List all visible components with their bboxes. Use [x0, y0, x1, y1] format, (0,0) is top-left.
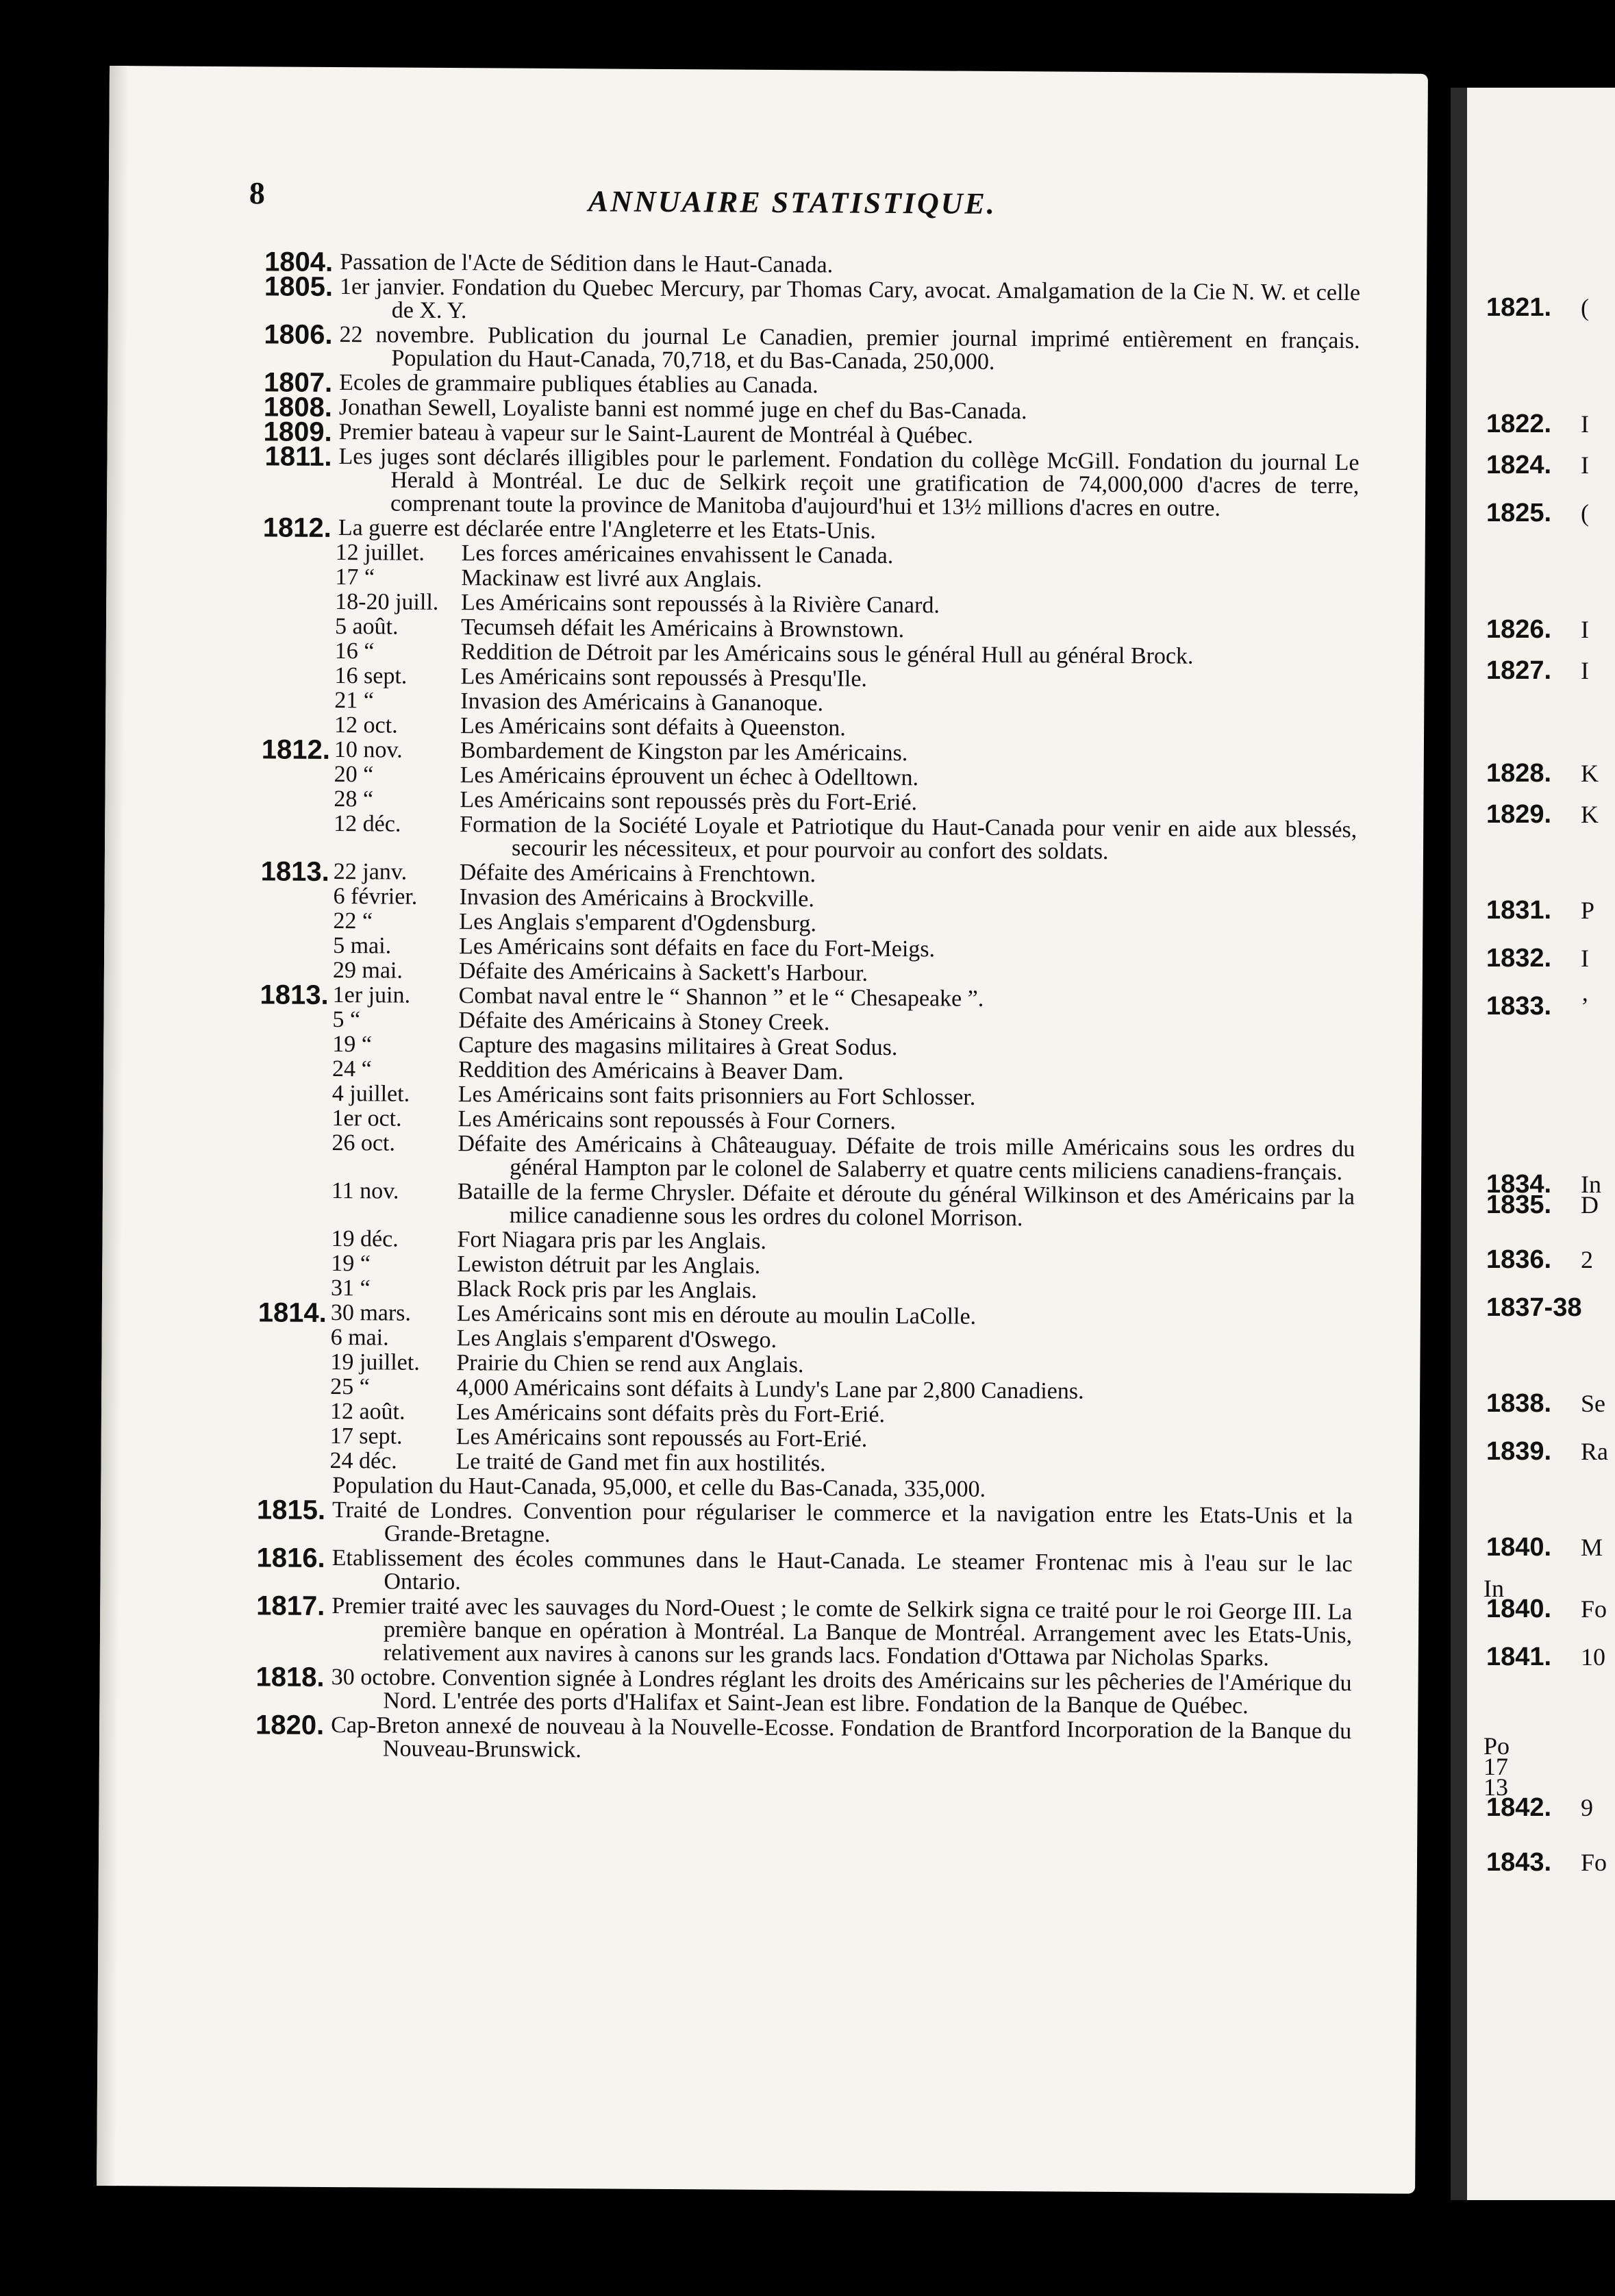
strip-text: 9 [1581, 1794, 1593, 1821]
entry-text: Les Anglais s'emparent d'Oswego. [456, 1325, 777, 1353]
entry-date: 22 janv. [333, 859, 408, 885]
strip-text: I [1581, 451, 1589, 479]
entry-text: Les Anglais s'emparent d'Ogdensburg. [459, 909, 817, 937]
strip-text: Fo [1581, 1595, 1607, 1623]
entry-date: 25 “ [330, 1374, 370, 1400]
entry-text: Reddition des Américains à Beaver Dam. [458, 1057, 844, 1085]
entry-text: Cap-Breton annexé de nouveau à la Nouvelle-Ecosse. Fondation de Brantford Incorporation de la Banque du Nouveau-Brunswick. [331, 1712, 1352, 1763]
entry-text: Jonathan Sewell, Loyaliste banni est nommé juge en chef du Bas-Canada. [338, 395, 1027, 425]
entry-year: 1820. [255, 1710, 325, 1740]
entry-year: 1814. [258, 1297, 327, 1328]
entry-year: 1813. [260, 979, 329, 1010]
entry-text: Les Américains sont défaits en face du Fort-Meigs. [459, 934, 936, 962]
entry-date: 19 déc. [331, 1226, 399, 1252]
chronology-entry [225, 1131, 1355, 1184]
entry-text: Etablissement des écoles communes dans le Haut-Canada. Le steamer Frontenac mis à l'eau sur le lac Ontario. [331, 1545, 1353, 1595]
entry-text: Les Américains sont repoussés près du Fort-Erié. [460, 787, 918, 816]
entry-year: 1811. [264, 441, 332, 472]
entry-date: 20 “ [334, 762, 374, 788]
chronology-list [221, 247, 1361, 1768]
entry-date: 16 “ [334, 638, 375, 664]
strip-text: K [1581, 801, 1599, 828]
entry-text: Les forces américaines envahissent le Canada. [461, 540, 894, 569]
chronology-entry [229, 441, 1360, 521]
strip-text: 13 [1483, 1773, 1508, 1801]
entry-date: 30 mars. [330, 1300, 412, 1326]
chronology-entry [229, 319, 1360, 376]
entry-text: Invasion des Américains à Brockville. [459, 884, 815, 912]
entry-text: Défaite des Américains à Frenchtown. [459, 860, 816, 888]
entry-text: Prairie du Chien se rend aux Anglais. [456, 1350, 804, 1378]
strip-text: ( [1581, 294, 1589, 321]
entry-year: 1809. [263, 416, 332, 447]
entry-text: Bombardement de Kingston par les Américains. [460, 738, 908, 766]
strip-year: 1827. [1486, 656, 1552, 685]
entry-year [227, 787, 330, 788]
chronology-entry [227, 812, 1357, 865]
strip-text: K [1581, 760, 1599, 787]
entry-year [225, 1106, 328, 1107]
entry-year [223, 1473, 325, 1474]
entry-text: Les Américains sont repoussés à la Rivière Canard. [461, 590, 940, 619]
strip-text: ( [1581, 499, 1589, 527]
entry-year: 1804. [264, 247, 334, 277]
entry-date: 5 “ [332, 1007, 361, 1033]
entry-text: Les Américains sont faits prisonniers au Fort Schlosser. [458, 1082, 976, 1110]
strip-year: 1824. [1486, 451, 1552, 479]
strip-year: 1838. [1486, 1389, 1552, 1418]
entry-text: Capture des magasins militaires à Great Sodus. [458, 1032, 898, 1061]
entry-year [227, 688, 330, 689]
entry-text: Les Américains éprouvent un échec à Odelltown. [460, 762, 919, 791]
entry-year [224, 1325, 327, 1326]
entry-date: 11 nov. [331, 1178, 399, 1204]
entry-text: Tecumseh défait les Américains à Brownstown. [460, 614, 905, 643]
strip-year: 1832. [1486, 944, 1552, 973]
entry-year [225, 1179, 327, 1180]
running-header: ANNUAIRE STATISTIQUE. [588, 184, 997, 221]
entry-year: 1812. [262, 512, 332, 543]
strip-year: 1822. [1486, 410, 1552, 438]
entry-year [229, 540, 331, 541]
entry-year: 1815. [256, 1495, 326, 1525]
entry-date: 10 nov. [334, 737, 403, 763]
entry-date: 12 oct. [334, 712, 398, 738]
entry-text: Lewiston détruit par les Anglais. [457, 1251, 761, 1279]
entry-text: 1er janvier. Fondation du Quebec Mercury, par Thomas Cary, avocat. Amalgamation de la Cie N. W. et celle de X. Y. [339, 274, 1361, 324]
entry-text: Les Américains sont repoussés au Fort-Erié. [455, 1424, 868, 1452]
chronology-entry [230, 271, 1361, 328]
entry-text: La guerre est déclarée entre l'Angleterre et les Etats-Unis. [338, 515, 876, 544]
entry-date: 24 “ [331, 1056, 372, 1082]
strip-year: 1833. [1486, 992, 1552, 1021]
entry-text: Black Rock pris par les Anglais. [456, 1276, 758, 1303]
entry-date: 18-20 juill. [335, 589, 439, 615]
entry-year [228, 614, 331, 615]
strip-text: Fo [1581, 1849, 1607, 1876]
strip-year: 1840. [1486, 1595, 1552, 1623]
entry-date: 16 sept. [334, 663, 408, 689]
entry-text: Traité de Londres. Convention pour régulariser le commerce et la navigation entre les Etats-Unis et la Grande-Bretagne. [332, 1497, 1353, 1547]
strip-text: Ra [1581, 1438, 1608, 1465]
entry-year: 1805. [264, 271, 334, 302]
entry-year [228, 639, 331, 640]
entry-text: Premier bateau à vapeur sur le Saint-Laurent de Montréal à Québec. [338, 419, 973, 449]
entry-date: 12 août. [329, 1399, 405, 1425]
entry-text: Population du Haut-Canada, 95,000, et celle du Bas-Canada, 335,000. [332, 1473, 986, 1502]
strip-year: 1828. [1486, 759, 1552, 788]
entry-year [229, 565, 331, 566]
entry-text: 22 novembre. Publication du journal Le Canadien, premier journal imprimé entièrement en français. Population du Haut-Canada, 70,718, et du Bas-Canada, 250,000. [339, 322, 1360, 375]
strip-text: I [1581, 945, 1589, 972]
entry-text: Mackinaw est livré aux Anglais. [461, 565, 762, 592]
entry-year [225, 1057, 328, 1058]
strip-year: 1843. [1486, 1848, 1552, 1877]
entry-date: 22 “ [333, 908, 373, 934]
entry-date: 29 mai. [332, 958, 403, 984]
entry-date: 5 août. [334, 614, 399, 640]
strip-year: 1840. [1486, 1533, 1552, 1562]
entry-date: 12 juillet. [335, 540, 425, 566]
entry-text: Défaite des Américains à Châteauguay. Défaite de trois mille Américains sous les ordres du général Hampton par le colonel de Salaberry et quatre cents miliciens canadiens-français. [458, 1131, 1355, 1186]
entry-date: 12 déc. [334, 811, 401, 837]
strip-text: I [1581, 410, 1589, 438]
strip-year: 1836. [1486, 1245, 1552, 1274]
strip-year: 1834. [1486, 1170, 1552, 1199]
entry-text: 30 octobre. Convention signée à Londres réglant les droits des Américains sur les pêcheries de l'Amérique du Nord. L'entrée des ports d'Halifax et Saint-Jean est libre. Fondation de la Banque de Québec. [331, 1664, 1352, 1719]
strip-text: Se [1581, 1390, 1605, 1417]
entry-year [226, 958, 329, 959]
strip-text: 2 [1581, 1246, 1593, 1273]
entry-text: Les Américains sont repoussés à Four Corners. [458, 1106, 896, 1135]
entry-text: 4,000 Américains sont défaits à Lundy's Lane par 2,800 Canadiens. [456, 1375, 1084, 1404]
entry-year [225, 1131, 328, 1132]
entry-text: Invasion des Américains à Gananoque. [460, 688, 824, 716]
entry-year [224, 1350, 327, 1351]
book-page [97, 66, 1428, 2194]
entry-date: 24 déc. [329, 1448, 397, 1474]
entry-date: 19 juillet. [330, 1349, 420, 1375]
entry-date: 21 “ [334, 688, 375, 714]
strip-text: ’ [1581, 993, 1589, 1020]
strip-text: 17 [1483, 1753, 1508, 1780]
chronology-entry [223, 1495, 1353, 1551]
entry-text: Fort Niagara pris par les Anglais. [457, 1227, 767, 1254]
entry-year: 1817. [256, 1590, 325, 1621]
strip-year: 1839. [1486, 1437, 1552, 1466]
entry-text: Les Américains sont défaits à Queenston. [460, 713, 846, 741]
entry-date: 6 février. [333, 884, 418, 910]
chronology-entry [225, 1179, 1355, 1232]
entry-year [223, 1399, 326, 1400]
entry-date: 5 mai. [333, 933, 392, 959]
entry-year [227, 713, 330, 714]
strip-text: M [1581, 1534, 1603, 1561]
entry-text: Bataille de la ferme Chrysler. Défaite et déroute du général Wilkinson et des Américains par la milice canadienne sous les ordres du colonel Morrison. [457, 1179, 1355, 1232]
entry-date: 26 oct. [331, 1130, 396, 1156]
strip-text: I [1581, 616, 1589, 643]
entry-text: Combat naval entre le “ Shannon ” et le “ Chesapeake ”. [458, 983, 984, 1012]
entry-year [227, 884, 329, 885]
entry-year [224, 1276, 327, 1277]
entry-date: 1er juin. [332, 982, 411, 1008]
entry-year [226, 909, 329, 910]
entry-year: 1807. [263, 367, 333, 398]
entry-year: 1813. [260, 856, 329, 887]
entry-text: Premier traité avec les sauvages du Nord-Ouest ; le comte de Selkirk signa ce traité pour le roi George III. La première banque en opération à Montréal. La Banque de Montréal. Arrangement avec les Etats-Unis, relativement aux navires à canons sur les grands lacs. Fondation d'Ottawa par Nicholas Sparks. [331, 1593, 1353, 1671]
entry-year: 1808. [263, 392, 333, 423]
entry-year [224, 1251, 327, 1252]
strip-year: 1842. [1486, 1793, 1552, 1822]
entry-date: 17 “ [335, 564, 375, 590]
chronology-entry [221, 1662, 1352, 1719]
entry-year: 1816. [256, 1543, 325, 1573]
strip-year: 1841. [1486, 1643, 1552, 1671]
strip-year: 1821. [1486, 293, 1552, 322]
entry-text: Défaite des Américains à Sackett's Harbour. [458, 958, 868, 986]
strip-year: 1829. [1486, 800, 1552, 829]
strip-text: In [1483, 1575, 1504, 1602]
entry-year: 1812. [261, 734, 331, 765]
page-number: 8 [249, 175, 266, 211]
entry-date: 19 “ [331, 1251, 371, 1277]
chronology-entry [221, 1710, 1352, 1767]
entry-text: Ecoles de grammaire publiques établies au Canada. [339, 370, 818, 399]
entry-year: 1818. [255, 1662, 325, 1693]
entry-text: Les Américains sont défaits près du Fort-Erié. [455, 1399, 886, 1427]
entry-year [223, 1424, 326, 1425]
entry-date: 1er oct. [331, 1106, 402, 1132]
entry-text: Passation de l'Acte de Sédition dans le Haut-Canada. [340, 249, 834, 278]
strip-text: Po [1483, 1732, 1510, 1760]
entry-text: Le traité de Gand met fin aux hostilités. [455, 1449, 826, 1477]
facing-page-strip [1451, 88, 1615, 2200]
entry-text: Formation de la Société Loyale et Patriotique du Haut-Canada pour venir en aide aux blessés, secourir les nécessiteux, et pour pourvoir au confort des soldats. [460, 812, 1357, 864]
strip-year: 1837-38 [1486, 1293, 1582, 1322]
strip-year: 1835. [1486, 1190, 1552, 1219]
strip-text: 10 [1581, 1643, 1605, 1671]
entry-date: 19 “ [332, 1032, 372, 1058]
strip-year: 1831. [1486, 896, 1552, 925]
entry-year: 1806. [264, 319, 333, 350]
strip-text: P [1581, 897, 1595, 924]
strip-text: I [1581, 657, 1589, 684]
entry-date: 31 “ [330, 1275, 371, 1301]
entry-text: Les juges sont déclarés illigibles pour le parlement. Fondation du collège McGill. Fondation du journal Le Herald à Montréal. Le duc de Selkirk reçoit une gratification de 74,000,000 d'acres de terre, comprenant toute la province de Manitoba d'aujourd'hui et 13½ millions d'acres en outre. [338, 444, 1360, 521]
chronology-entry [222, 1590, 1353, 1671]
strip-text: In [1581, 1171, 1601, 1198]
entry-date: 28 “ [334, 786, 374, 812]
entry-date: 6 mai. [330, 1325, 389, 1351]
strip-text: D [1581, 1191, 1599, 1219]
entry-text: Reddition de Détroit par les Américains sous le général Hull au général Brock. [460, 639, 1194, 669]
strip-year: 1826. [1486, 615, 1552, 644]
entry-year [227, 762, 330, 763]
entry-text: Les Américains sont mis en déroute au moulin LaColle. [456, 1301, 977, 1330]
entry-text: Les Américains sont repoussés à Presqu'Ile. [460, 664, 868, 692]
entry-year [225, 1032, 328, 1033]
entry-text: Défaite des Américains à Stoney Creek. [458, 1008, 830, 1036]
chronology-entry [222, 1543, 1353, 1599]
entry-date: 4 juillet. [331, 1081, 410, 1107]
strip-year: 1825. [1486, 499, 1552, 527]
entry-date: 17 sept. [329, 1423, 403, 1449]
